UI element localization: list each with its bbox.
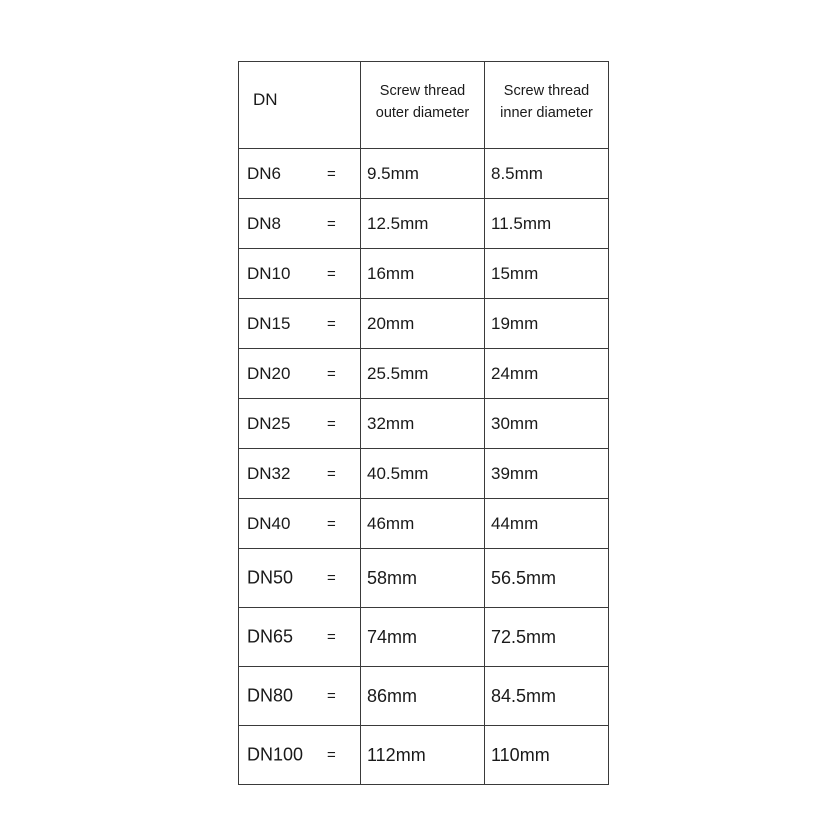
header-inner-line2: inner diameter [500, 105, 593, 121]
dn-cell [239, 299, 361, 349]
dn-cell [239, 399, 361, 449]
dn-label: DN8 [247, 213, 282, 233]
table-row [239, 499, 609, 549]
header-inner-line1: Screw thread [503, 83, 590, 99]
outer-diameter-cell: 32mm [361, 399, 485, 449]
dn-cell [239, 349, 361, 399]
inner-diameter-cell: 39mm [485, 449, 609, 499]
outer-diameter-cell: 9.5mm [361, 149, 485, 199]
table-row [239, 299, 609, 349]
equals-sign: = [327, 215, 336, 232]
dn-cell [239, 499, 361, 549]
equals-sign: = [327, 465, 336, 482]
equals-sign: = [327, 746, 336, 764]
outer-diameter-cell: 16mm [361, 249, 485, 299]
inner-diameter-cell: 19mm [485, 299, 609, 349]
table-row [239, 549, 609, 608]
equals-sign: = [327, 515, 336, 532]
inner-diameter-cell: 84.5mm [485, 667, 609, 726]
equals-sign: = [327, 315, 336, 332]
outer-diameter-cell: 12.5mm [361, 199, 485, 249]
outer-diameter-cell: 74mm [361, 608, 485, 667]
table-row [239, 608, 609, 667]
dn-label: DN40 [247, 513, 291, 533]
outer-diameter-cell: 46mm [361, 499, 485, 549]
inner-diameter-cell: 44mm [485, 499, 609, 549]
table-row [239, 199, 609, 249]
inner-diameter-cell: 11.5mm [485, 199, 609, 249]
equals-sign: = [327, 265, 336, 282]
inner-diameter-cell: 56.5mm [485, 549, 609, 608]
header-outer-line1: Screw thread [379, 83, 466, 99]
table-row [239, 399, 609, 449]
inner-diameter-cell: 15mm [485, 249, 609, 299]
equals-sign: = [327, 365, 336, 382]
outer-diameter-cell: 20mm [361, 299, 485, 349]
inner-diameter-cell: 30mm [485, 399, 609, 449]
header-outer-diameter [361, 62, 485, 149]
equals-sign: = [327, 569, 336, 587]
inner-diameter-cell: 8.5mm [485, 149, 609, 199]
dn-cell [239, 726, 361, 785]
table-row [239, 249, 609, 299]
table-row [239, 667, 609, 726]
dn-label: DN25 [247, 413, 291, 433]
dn-cell [239, 149, 361, 199]
dn-label: DN15 [247, 313, 291, 333]
dn-cell [239, 199, 361, 249]
table-row [239, 449, 609, 499]
table-row [239, 349, 609, 399]
header-inner-diameter [485, 62, 609, 149]
equals-sign: = [327, 687, 336, 705]
inner-diameter-cell: 24mm [485, 349, 609, 399]
table-row [239, 149, 609, 199]
dn-label: DN10 [247, 263, 291, 283]
inner-diameter-cell: 110mm [485, 726, 609, 785]
outer-diameter-cell: 58mm [361, 549, 485, 608]
equals-sign: = [327, 628, 336, 646]
dn-label: DN80 [247, 685, 294, 706]
inner-diameter-cell: 72.5mm [485, 608, 609, 667]
dn-size-table [238, 61, 609, 785]
table-header-row [239, 62, 609, 149]
equals-sign: = [327, 165, 336, 182]
dn-cell [239, 608, 361, 667]
dn-label: DN32 [247, 463, 291, 483]
dn-label: DN6 [247, 163, 282, 183]
header-dn: DN [239, 62, 361, 149]
dn-label: DN20 [247, 363, 291, 383]
dn-label: DN100 [247, 744, 304, 765]
dn-cell [239, 449, 361, 499]
outer-diameter-cell: 40.5mm [361, 449, 485, 499]
dn-label: DN50 [247, 567, 294, 588]
dn-label: DN65 [247, 626, 294, 647]
outer-diameter-cell: 86mm [361, 667, 485, 726]
dn-cell [239, 667, 361, 726]
table-row [239, 726, 609, 785]
outer-diameter-cell: 112mm [361, 726, 485, 785]
outer-diameter-cell: 25.5mm [361, 349, 485, 399]
equals-sign: = [327, 415, 336, 432]
dn-cell [239, 549, 361, 608]
dn-cell [239, 249, 361, 299]
header-outer-line2: outer diameter [375, 105, 470, 121]
